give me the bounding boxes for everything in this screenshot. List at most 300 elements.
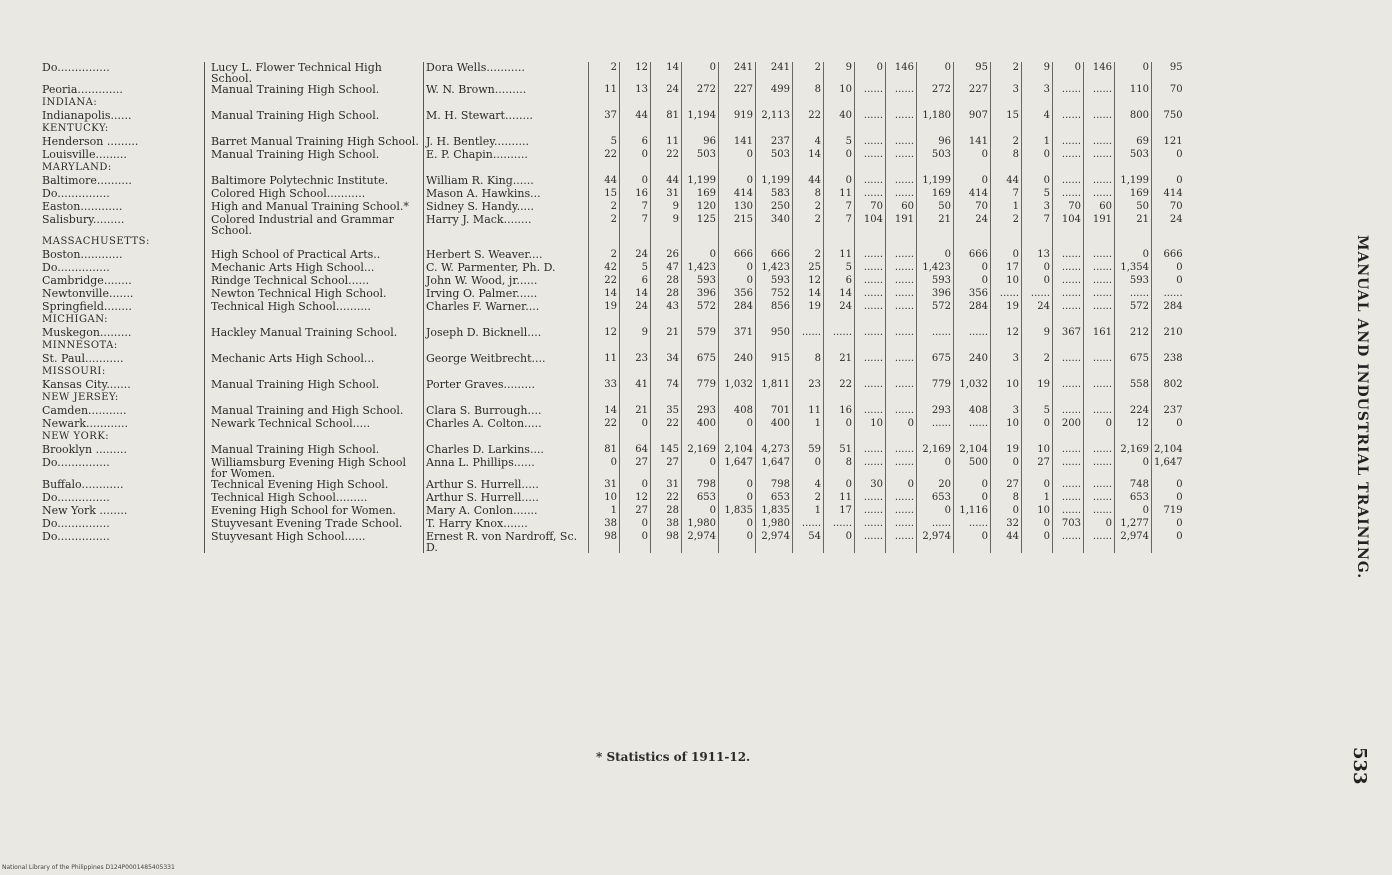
school-cell: Colored Industrial and Grammar School. bbox=[205, 214, 424, 236]
table-row bbox=[40, 249, 1185, 262]
number-cell: 0 bbox=[954, 149, 991, 162]
number-cell: 579 bbox=[682, 327, 719, 340]
number-cell: 284 bbox=[719, 301, 756, 314]
statistics-table-body bbox=[40, 62, 1185, 553]
number-cell: 500 bbox=[954, 457, 991, 479]
statistics-table bbox=[40, 62, 1185, 553]
number-cell: ...... bbox=[886, 327, 917, 340]
number-cell: 653 bbox=[1115, 492, 1152, 505]
number-cell: ...... bbox=[855, 379, 886, 392]
number-cell: ...... bbox=[1053, 84, 1084, 97]
city-cell: Do............... bbox=[42, 188, 110, 200]
number-cell: ...... bbox=[1053, 249, 1084, 262]
number-cell: 2,169 bbox=[917, 444, 954, 457]
number-cell: 1,032 bbox=[954, 379, 991, 392]
number-cell: 0 bbox=[1022, 479, 1053, 492]
number-cell: 24 bbox=[1022, 301, 1053, 314]
principal-cell: Dora Wells........... bbox=[424, 62, 589, 84]
number-cell: ...... bbox=[855, 353, 886, 366]
school-cell: High and Manual Training School.* bbox=[205, 201, 424, 214]
number-cell: 396 bbox=[682, 288, 719, 301]
number-cell: 191 bbox=[886, 214, 917, 236]
number-cell: 98 bbox=[651, 531, 682, 553]
number-cell: ...... bbox=[1084, 505, 1115, 518]
number-cell: 22 bbox=[824, 379, 855, 392]
number-cell: 11 bbox=[824, 492, 855, 505]
number-cell: 31 bbox=[651, 479, 682, 492]
number-cell: 1,835 bbox=[719, 505, 756, 518]
number-cell: 60 bbox=[886, 201, 917, 214]
number-cell: 802 bbox=[1152, 379, 1185, 392]
number-cell: 31 bbox=[589, 479, 620, 492]
number-cell: ...... bbox=[1084, 492, 1115, 505]
state-name: NEW YORK: bbox=[42, 431, 110, 442]
number-cell: 2 bbox=[991, 62, 1022, 84]
number-cell: 666 bbox=[756, 249, 793, 262]
number-cell: ...... bbox=[886, 249, 917, 262]
number-cell: ...... bbox=[793, 327, 824, 340]
table-row bbox=[40, 505, 1185, 518]
number-cell: ...... bbox=[855, 444, 886, 457]
school-cell: Mechanic Arts High School... bbox=[205, 353, 424, 366]
number-cell: 1 bbox=[589, 505, 620, 518]
number-cell: ...... bbox=[1084, 531, 1115, 553]
number-cell: 6 bbox=[620, 136, 651, 149]
number-cell: 272 bbox=[682, 84, 719, 97]
number-cell: ...... bbox=[1053, 301, 1084, 314]
number-cell: 2 bbox=[589, 214, 620, 236]
principal-cell: T. Harry Knox....... bbox=[424, 518, 589, 531]
city-cell: Louisville......... bbox=[42, 149, 127, 161]
number-cell: 38 bbox=[589, 518, 620, 531]
number-cell: 675 bbox=[917, 353, 954, 366]
number-cell: 1,354 bbox=[1115, 262, 1152, 275]
number-cell: 51 bbox=[824, 444, 855, 457]
number-cell: 14 bbox=[651, 62, 682, 84]
number-cell: 0 bbox=[620, 149, 651, 162]
number-cell: 24 bbox=[824, 301, 855, 314]
number-cell: ...... bbox=[1053, 457, 1084, 479]
state-name: MASSACHUSETTS: bbox=[42, 236, 150, 247]
number-cell: 0 bbox=[1053, 62, 1084, 84]
number-cell: ...... bbox=[855, 492, 886, 505]
number-cell: 2 bbox=[793, 201, 824, 214]
number-cell: ...... bbox=[1053, 188, 1084, 201]
table-row bbox=[40, 201, 1185, 214]
city-cell: Easton............ bbox=[42, 201, 123, 213]
city-cell: Cambridge........ bbox=[42, 275, 132, 287]
running-head: MANUAL AND INDUSTRIAL TRAINING. bbox=[1354, 235, 1370, 580]
number-cell: 1 bbox=[1022, 136, 1053, 149]
number-cell: ...... bbox=[1053, 379, 1084, 392]
number-cell: 21 bbox=[917, 214, 954, 236]
number-cell: 0 bbox=[589, 457, 620, 479]
number-cell: ...... bbox=[1053, 531, 1084, 553]
city-cell: Indianapolis...... bbox=[42, 110, 132, 122]
number-cell: 43 bbox=[651, 301, 682, 314]
number-cell: 1,423 bbox=[917, 262, 954, 275]
state-heading-row bbox=[40, 97, 1185, 110]
number-cell: 44 bbox=[793, 175, 824, 188]
number-cell: 0 bbox=[719, 175, 756, 188]
number-cell: 27 bbox=[991, 479, 1022, 492]
city-cell: Muskegon......... bbox=[42, 327, 132, 339]
number-cell: 4 bbox=[1022, 110, 1053, 123]
number-cell: 35 bbox=[651, 405, 682, 418]
number-cell: 1,277 bbox=[1115, 518, 1152, 531]
number-cell: 37 bbox=[589, 110, 620, 123]
table-row bbox=[40, 444, 1185, 457]
table-row bbox=[40, 418, 1185, 431]
number-cell: ...... bbox=[1084, 110, 1115, 123]
number-cell: ...... bbox=[855, 457, 886, 479]
number-cell: 0 bbox=[1022, 418, 1053, 431]
number-cell: 23 bbox=[620, 353, 651, 366]
table-row bbox=[40, 149, 1185, 162]
number-cell: ...... bbox=[886, 149, 917, 162]
principal-cell: Harry J. Mack........ bbox=[424, 214, 589, 236]
state-heading-row bbox=[40, 236, 1185, 249]
number-cell: 0 bbox=[1152, 492, 1185, 505]
number-cell: 70 bbox=[1152, 84, 1185, 97]
number-cell: 593 bbox=[682, 275, 719, 288]
number-cell: 27 bbox=[1022, 457, 1053, 479]
school-cell: Manual Training High School. bbox=[205, 379, 424, 392]
number-cell: 15 bbox=[589, 188, 620, 201]
number-cell: 70 bbox=[855, 201, 886, 214]
number-cell: 10 bbox=[991, 418, 1022, 431]
number-cell: 14 bbox=[589, 405, 620, 418]
number-cell: ...... bbox=[1084, 188, 1115, 201]
number-cell: ...... bbox=[886, 262, 917, 275]
number-cell: 44 bbox=[620, 110, 651, 123]
number-cell: ...... bbox=[824, 518, 855, 531]
principal-cell: Charles A. Colton..... bbox=[424, 418, 589, 431]
number-cell: 0 bbox=[954, 531, 991, 553]
principal-cell: Mary A. Conlon....... bbox=[424, 505, 589, 518]
number-cell: 27 bbox=[651, 457, 682, 479]
number-cell: 14 bbox=[793, 288, 824, 301]
number-cell: 8 bbox=[793, 84, 824, 97]
number-cell: ...... bbox=[886, 188, 917, 201]
number-cell: 572 bbox=[682, 301, 719, 314]
principal-cell: W. N. Brown......... bbox=[424, 84, 589, 97]
city-cell: Kansas City....... bbox=[42, 379, 131, 391]
page-number: 533 bbox=[1349, 747, 1370, 785]
number-cell: 9 bbox=[651, 201, 682, 214]
number-cell: 1,423 bbox=[756, 262, 793, 275]
number-cell: 4 bbox=[793, 479, 824, 492]
state-name: MINNESOTA: bbox=[42, 340, 118, 351]
city-cell: Newark............ bbox=[42, 418, 128, 430]
number-cell: 0 bbox=[1115, 505, 1152, 518]
number-cell: 141 bbox=[719, 136, 756, 149]
state-heading-row bbox=[40, 340, 1185, 353]
number-cell: 96 bbox=[917, 136, 954, 149]
number-cell: 503 bbox=[1115, 149, 1152, 162]
number-cell: ...... bbox=[855, 327, 886, 340]
number-cell: 1,199 bbox=[682, 175, 719, 188]
number-cell: ...... bbox=[1053, 110, 1084, 123]
number-cell: 2 bbox=[589, 201, 620, 214]
school-cell: Manual Training High School. bbox=[205, 149, 424, 162]
number-cell: ...... bbox=[1053, 288, 1084, 301]
number-cell: 42 bbox=[589, 262, 620, 275]
number-cell: ...... bbox=[886, 518, 917, 531]
state-name: MICHIGAN: bbox=[42, 314, 108, 325]
number-cell: 800 bbox=[1115, 110, 1152, 123]
number-cell: 2,104 bbox=[1152, 444, 1185, 457]
number-cell: 0 bbox=[719, 479, 756, 492]
number-cell: ...... bbox=[886, 175, 917, 188]
number-cell: 104 bbox=[855, 214, 886, 236]
number-cell: 14 bbox=[824, 288, 855, 301]
number-cell: ...... bbox=[855, 531, 886, 553]
number-cell: 779 bbox=[917, 379, 954, 392]
number-cell: 1 bbox=[1022, 492, 1053, 505]
number-cell: ...... bbox=[886, 301, 917, 314]
table-row bbox=[40, 262, 1185, 275]
city-cell: St. Paul........... bbox=[42, 353, 124, 365]
number-cell: 915 bbox=[756, 353, 793, 366]
number-cell: 17 bbox=[991, 262, 1022, 275]
number-cell: 675 bbox=[682, 353, 719, 366]
number-cell: ...... bbox=[917, 418, 954, 431]
school-cell: High School of Practical Arts.. bbox=[205, 249, 424, 262]
number-cell: 25 bbox=[793, 262, 824, 275]
table-row bbox=[40, 327, 1185, 340]
number-cell: 146 bbox=[886, 62, 917, 84]
number-cell: 22 bbox=[589, 418, 620, 431]
number-cell: 11 bbox=[824, 188, 855, 201]
number-cell: 12 bbox=[991, 327, 1022, 340]
number-cell: ...... bbox=[1152, 288, 1185, 301]
number-cell: 0 bbox=[886, 479, 917, 492]
table-row bbox=[40, 301, 1185, 314]
number-cell: ...... bbox=[991, 288, 1022, 301]
school-cell: Technical High School......... bbox=[205, 492, 424, 505]
number-cell: 169 bbox=[917, 188, 954, 201]
number-cell: 0 bbox=[682, 457, 719, 479]
number-cell: 0 bbox=[620, 418, 651, 431]
number-cell: ...... bbox=[917, 327, 954, 340]
number-cell: ...... bbox=[1084, 405, 1115, 418]
number-cell: 64 bbox=[620, 444, 651, 457]
number-cell: ...... bbox=[824, 327, 855, 340]
number-cell: ...... bbox=[1084, 249, 1115, 262]
state-name: KENTUCKY: bbox=[42, 123, 109, 134]
number-cell: 23 bbox=[793, 379, 824, 392]
number-cell: 950 bbox=[756, 327, 793, 340]
number-cell: 750 bbox=[1152, 110, 1185, 123]
school-cell: Manual Training High School. bbox=[205, 110, 424, 123]
principal-cell: Irving O. Palmer...... bbox=[424, 288, 589, 301]
number-cell: 141 bbox=[954, 136, 991, 149]
number-cell: 503 bbox=[917, 149, 954, 162]
number-cell: 9 bbox=[824, 62, 855, 84]
number-cell: 675 bbox=[1115, 353, 1152, 366]
number-cell: 0 bbox=[719, 275, 756, 288]
number-cell: 9 bbox=[651, 214, 682, 236]
state-heading-row bbox=[40, 366, 1185, 379]
number-cell: 1,032 bbox=[719, 379, 756, 392]
number-cell: 69 bbox=[1115, 136, 1152, 149]
city-cell: Baltimore.......... bbox=[42, 175, 132, 187]
number-cell: 0 bbox=[1084, 518, 1115, 531]
number-cell: 0 bbox=[682, 505, 719, 518]
number-cell: 12 bbox=[620, 62, 651, 84]
number-cell: 227 bbox=[954, 84, 991, 97]
number-cell: 145 bbox=[651, 444, 682, 457]
number-cell: 1 bbox=[793, 505, 824, 518]
number-cell: 0 bbox=[1152, 518, 1185, 531]
number-cell: ...... bbox=[1053, 444, 1084, 457]
number-cell: 10 bbox=[991, 275, 1022, 288]
school-cell: Barret Manual Training High School. bbox=[205, 136, 424, 149]
number-cell: 0 bbox=[991, 249, 1022, 262]
principal-cell: C. W. Parmenter, Ph. D. bbox=[424, 262, 589, 275]
number-cell: 81 bbox=[651, 110, 682, 123]
number-cell: 593 bbox=[756, 275, 793, 288]
number-cell: 0 bbox=[719, 531, 756, 553]
state-heading-row bbox=[40, 314, 1185, 327]
city-cell: Do............... bbox=[42, 62, 110, 74]
state-heading-row bbox=[40, 123, 1185, 136]
number-cell: 3 bbox=[991, 84, 1022, 97]
number-cell: 237 bbox=[756, 136, 793, 149]
number-cell: 0 bbox=[682, 62, 719, 84]
number-cell: 356 bbox=[719, 288, 756, 301]
school-cell: Williamsburg Evening High School for Women. bbox=[205, 457, 424, 479]
number-cell: 558 bbox=[1115, 379, 1152, 392]
number-cell: 21 bbox=[651, 327, 682, 340]
number-cell: 12 bbox=[620, 492, 651, 505]
number-cell: ...... bbox=[1084, 353, 1115, 366]
number-cell: ...... bbox=[1084, 84, 1115, 97]
school-cell: Hackley Manual Training School. bbox=[205, 327, 424, 340]
number-cell: 340 bbox=[756, 214, 793, 236]
school-cell: Rindge Technical School...... bbox=[205, 275, 424, 288]
table-row bbox=[40, 62, 1185, 84]
number-cell: 593 bbox=[1115, 275, 1152, 288]
number-cell: 7 bbox=[824, 201, 855, 214]
state-name: INDIANA: bbox=[42, 97, 98, 108]
number-cell: 146 bbox=[1084, 62, 1115, 84]
table-row bbox=[40, 379, 1185, 392]
city-cell: Do............... bbox=[42, 492, 110, 504]
number-cell: ...... bbox=[1084, 379, 1115, 392]
number-cell: 2,169 bbox=[1115, 444, 1152, 457]
number-cell: 10 bbox=[1022, 444, 1053, 457]
number-cell: ...... bbox=[855, 518, 886, 531]
table-row bbox=[40, 275, 1185, 288]
number-cell: 200 bbox=[1053, 418, 1084, 431]
number-cell: ...... bbox=[954, 418, 991, 431]
number-cell: 34 bbox=[651, 353, 682, 366]
number-cell: 59 bbox=[793, 444, 824, 457]
number-cell: ...... bbox=[1053, 405, 1084, 418]
number-cell: 371 bbox=[719, 327, 756, 340]
city-cell: Do............... bbox=[42, 518, 110, 530]
principal-cell: Charles D. Larkins.... bbox=[424, 444, 589, 457]
number-cell: 161 bbox=[1084, 327, 1115, 340]
principal-cell: Anna L. Phillips...... bbox=[424, 457, 589, 479]
number-cell: 0 bbox=[719, 262, 756, 275]
number-cell: 396 bbox=[917, 288, 954, 301]
number-cell: 240 bbox=[719, 353, 756, 366]
state-name: NEW JERSEY: bbox=[42, 392, 119, 403]
number-cell: 798 bbox=[682, 479, 719, 492]
number-cell: ...... bbox=[855, 505, 886, 518]
number-cell: 27 bbox=[620, 457, 651, 479]
table-row bbox=[40, 136, 1185, 149]
number-cell: 54 bbox=[793, 531, 824, 553]
number-cell: 95 bbox=[1152, 62, 1185, 84]
number-cell: ...... bbox=[886, 379, 917, 392]
number-cell: ...... bbox=[1084, 301, 1115, 314]
school-cell: Stuyvesant Evening Trade School. bbox=[205, 518, 424, 531]
number-cell: 8 bbox=[991, 492, 1022, 505]
principal-cell: E. P. Chapin.......... bbox=[424, 149, 589, 162]
school-cell: Manual Training High School. bbox=[205, 444, 424, 457]
school-cell: Manual Training High School. bbox=[205, 84, 424, 97]
principal-cell: Porter Graves......... bbox=[424, 379, 589, 392]
number-cell: 701 bbox=[756, 405, 793, 418]
number-cell: 8 bbox=[793, 188, 824, 201]
city-cell: Camden........... bbox=[42, 405, 127, 417]
number-cell: 74 bbox=[651, 379, 682, 392]
number-cell: 0 bbox=[954, 262, 991, 275]
number-cell: 2 bbox=[793, 249, 824, 262]
number-cell: 22 bbox=[793, 110, 824, 123]
number-cell: ...... bbox=[886, 492, 917, 505]
number-cell: 95 bbox=[954, 62, 991, 84]
number-cell: 224 bbox=[1115, 405, 1152, 418]
number-cell: 31 bbox=[651, 188, 682, 201]
number-cell: ...... bbox=[886, 136, 917, 149]
number-cell: ...... bbox=[1084, 262, 1115, 275]
number-cell: 0 bbox=[1152, 149, 1185, 162]
number-cell: 22 bbox=[651, 149, 682, 162]
number-cell: 7 bbox=[620, 201, 651, 214]
school-cell: Colored High School........... bbox=[205, 188, 424, 201]
number-cell: 1,116 bbox=[954, 505, 991, 518]
city-cell: Salisbury......... bbox=[42, 214, 125, 226]
number-cell: 2,974 bbox=[756, 531, 793, 553]
number-cell: ...... bbox=[886, 505, 917, 518]
number-cell: 191 bbox=[1084, 214, 1115, 236]
table-row bbox=[40, 175, 1185, 188]
number-cell: 70 bbox=[1152, 201, 1185, 214]
state-name: MISSOURI: bbox=[42, 366, 106, 377]
number-cell: 9 bbox=[1022, 327, 1053, 340]
number-cell: 11 bbox=[651, 136, 682, 149]
number-cell: ...... bbox=[855, 301, 886, 314]
number-cell: 653 bbox=[682, 492, 719, 505]
number-cell: 0 bbox=[1152, 262, 1185, 275]
number-cell: ...... bbox=[855, 275, 886, 288]
number-cell: 1,199 bbox=[1115, 175, 1152, 188]
number-cell: 367 bbox=[1053, 327, 1084, 340]
number-cell: ...... bbox=[1022, 288, 1053, 301]
number-cell: 0 bbox=[1022, 531, 1053, 553]
number-cell: 1,180 bbox=[917, 110, 954, 123]
number-cell: 2 bbox=[589, 62, 620, 84]
number-cell: 2 bbox=[991, 136, 1022, 149]
number-cell: 14 bbox=[620, 288, 651, 301]
number-cell: 779 bbox=[682, 379, 719, 392]
number-cell: 130 bbox=[719, 201, 756, 214]
